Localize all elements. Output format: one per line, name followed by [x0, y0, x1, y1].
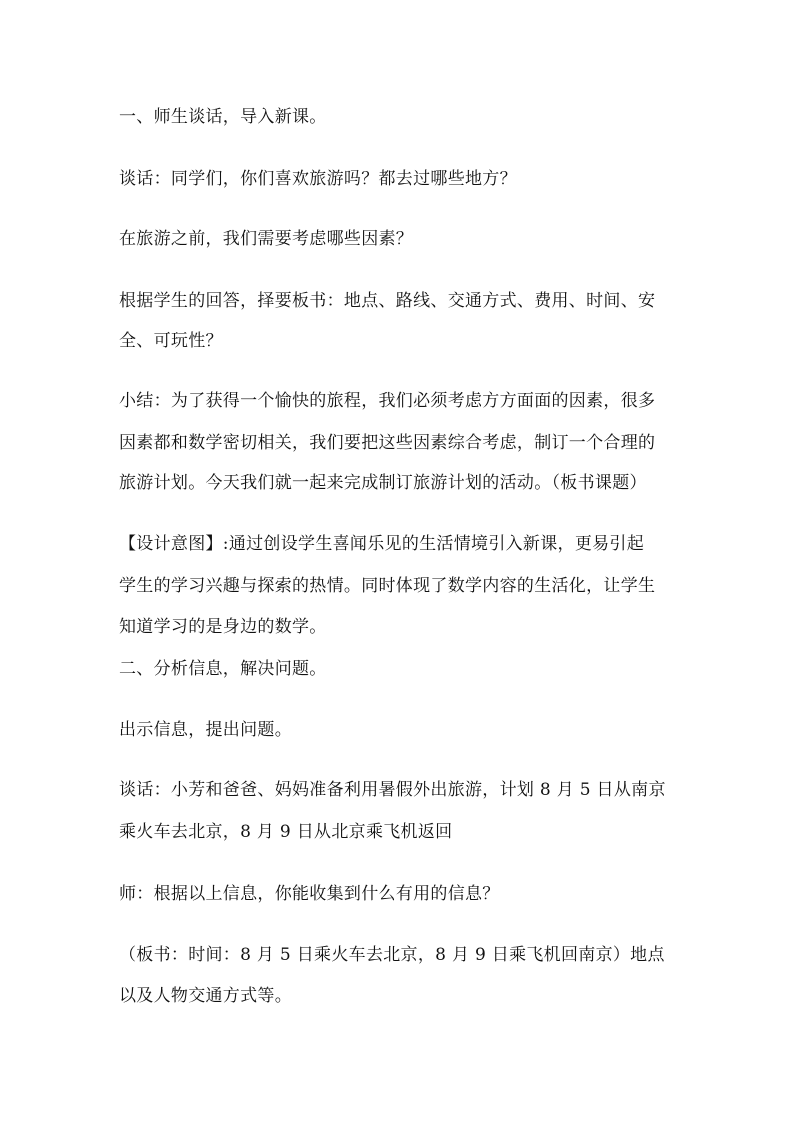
paragraph-line: 谈话：小芳和爸爸、妈妈准备利用暑假外出旅游，计划 8 月 5 日从南京	[119, 780, 666, 800]
paragraph-line: 旅游计划。今天我们就一起来完成制订旅游计划的活动。（板书课题）	[119, 473, 647, 493]
paragraph-question: 在旅游之前，我们需要考虑哪些因素？	[119, 229, 414, 249]
paragraph-line: 根据学生的回答，择要板书：地点、路线、交通方式、费用、时间、安	[119, 291, 656, 311]
paragraph-line: 出示信息，提出问题。	[119, 720, 292, 740]
paragraph-dialogue: 谈话：同学们，你们喜欢旅游吗？都去过哪些地方？	[119, 169, 517, 189]
paragraph-line: 因素都和数学密切相关，我们要把这些因素综合考虑，制订一个合理的	[119, 433, 656, 453]
paragraph-line: 知道学习的是身边的数学。	[119, 617, 327, 637]
paragraph-line: 师：根据以上信息，你能收集到什么有用的信息？	[119, 884, 500, 904]
paragraph-line: 学生的学习兴趣与探索的热情。同时体现了数学内容的生活化，让学生	[119, 576, 656, 596]
paragraph-line: （板书：时间：8 月 5 日乘火车去北京，8 月 9 日乘飞机回南京）地点	[119, 945, 665, 965]
section-heading-2: 二、分析信息，解决问题。	[119, 659, 327, 679]
paragraph-line: 以及人物交通方式等。	[119, 986, 292, 1006]
paragraph-line: 【设计意图】:通过创设学生喜闻乐见的生活情境引入新课，更易引起	[119, 534, 645, 554]
section-heading-1: 一、师生谈话，导入新课。	[119, 107, 327, 127]
paragraph-line: 乘火车去北京，8 月 9 日从北京乘飞机返回	[119, 822, 453, 842]
paragraph-line: 全、可玩性？	[119, 331, 223, 351]
paragraph-line: 小结：为了获得一个愉快的旅程，我们必须考虑方方面面的因素，很多	[119, 391, 656, 411]
